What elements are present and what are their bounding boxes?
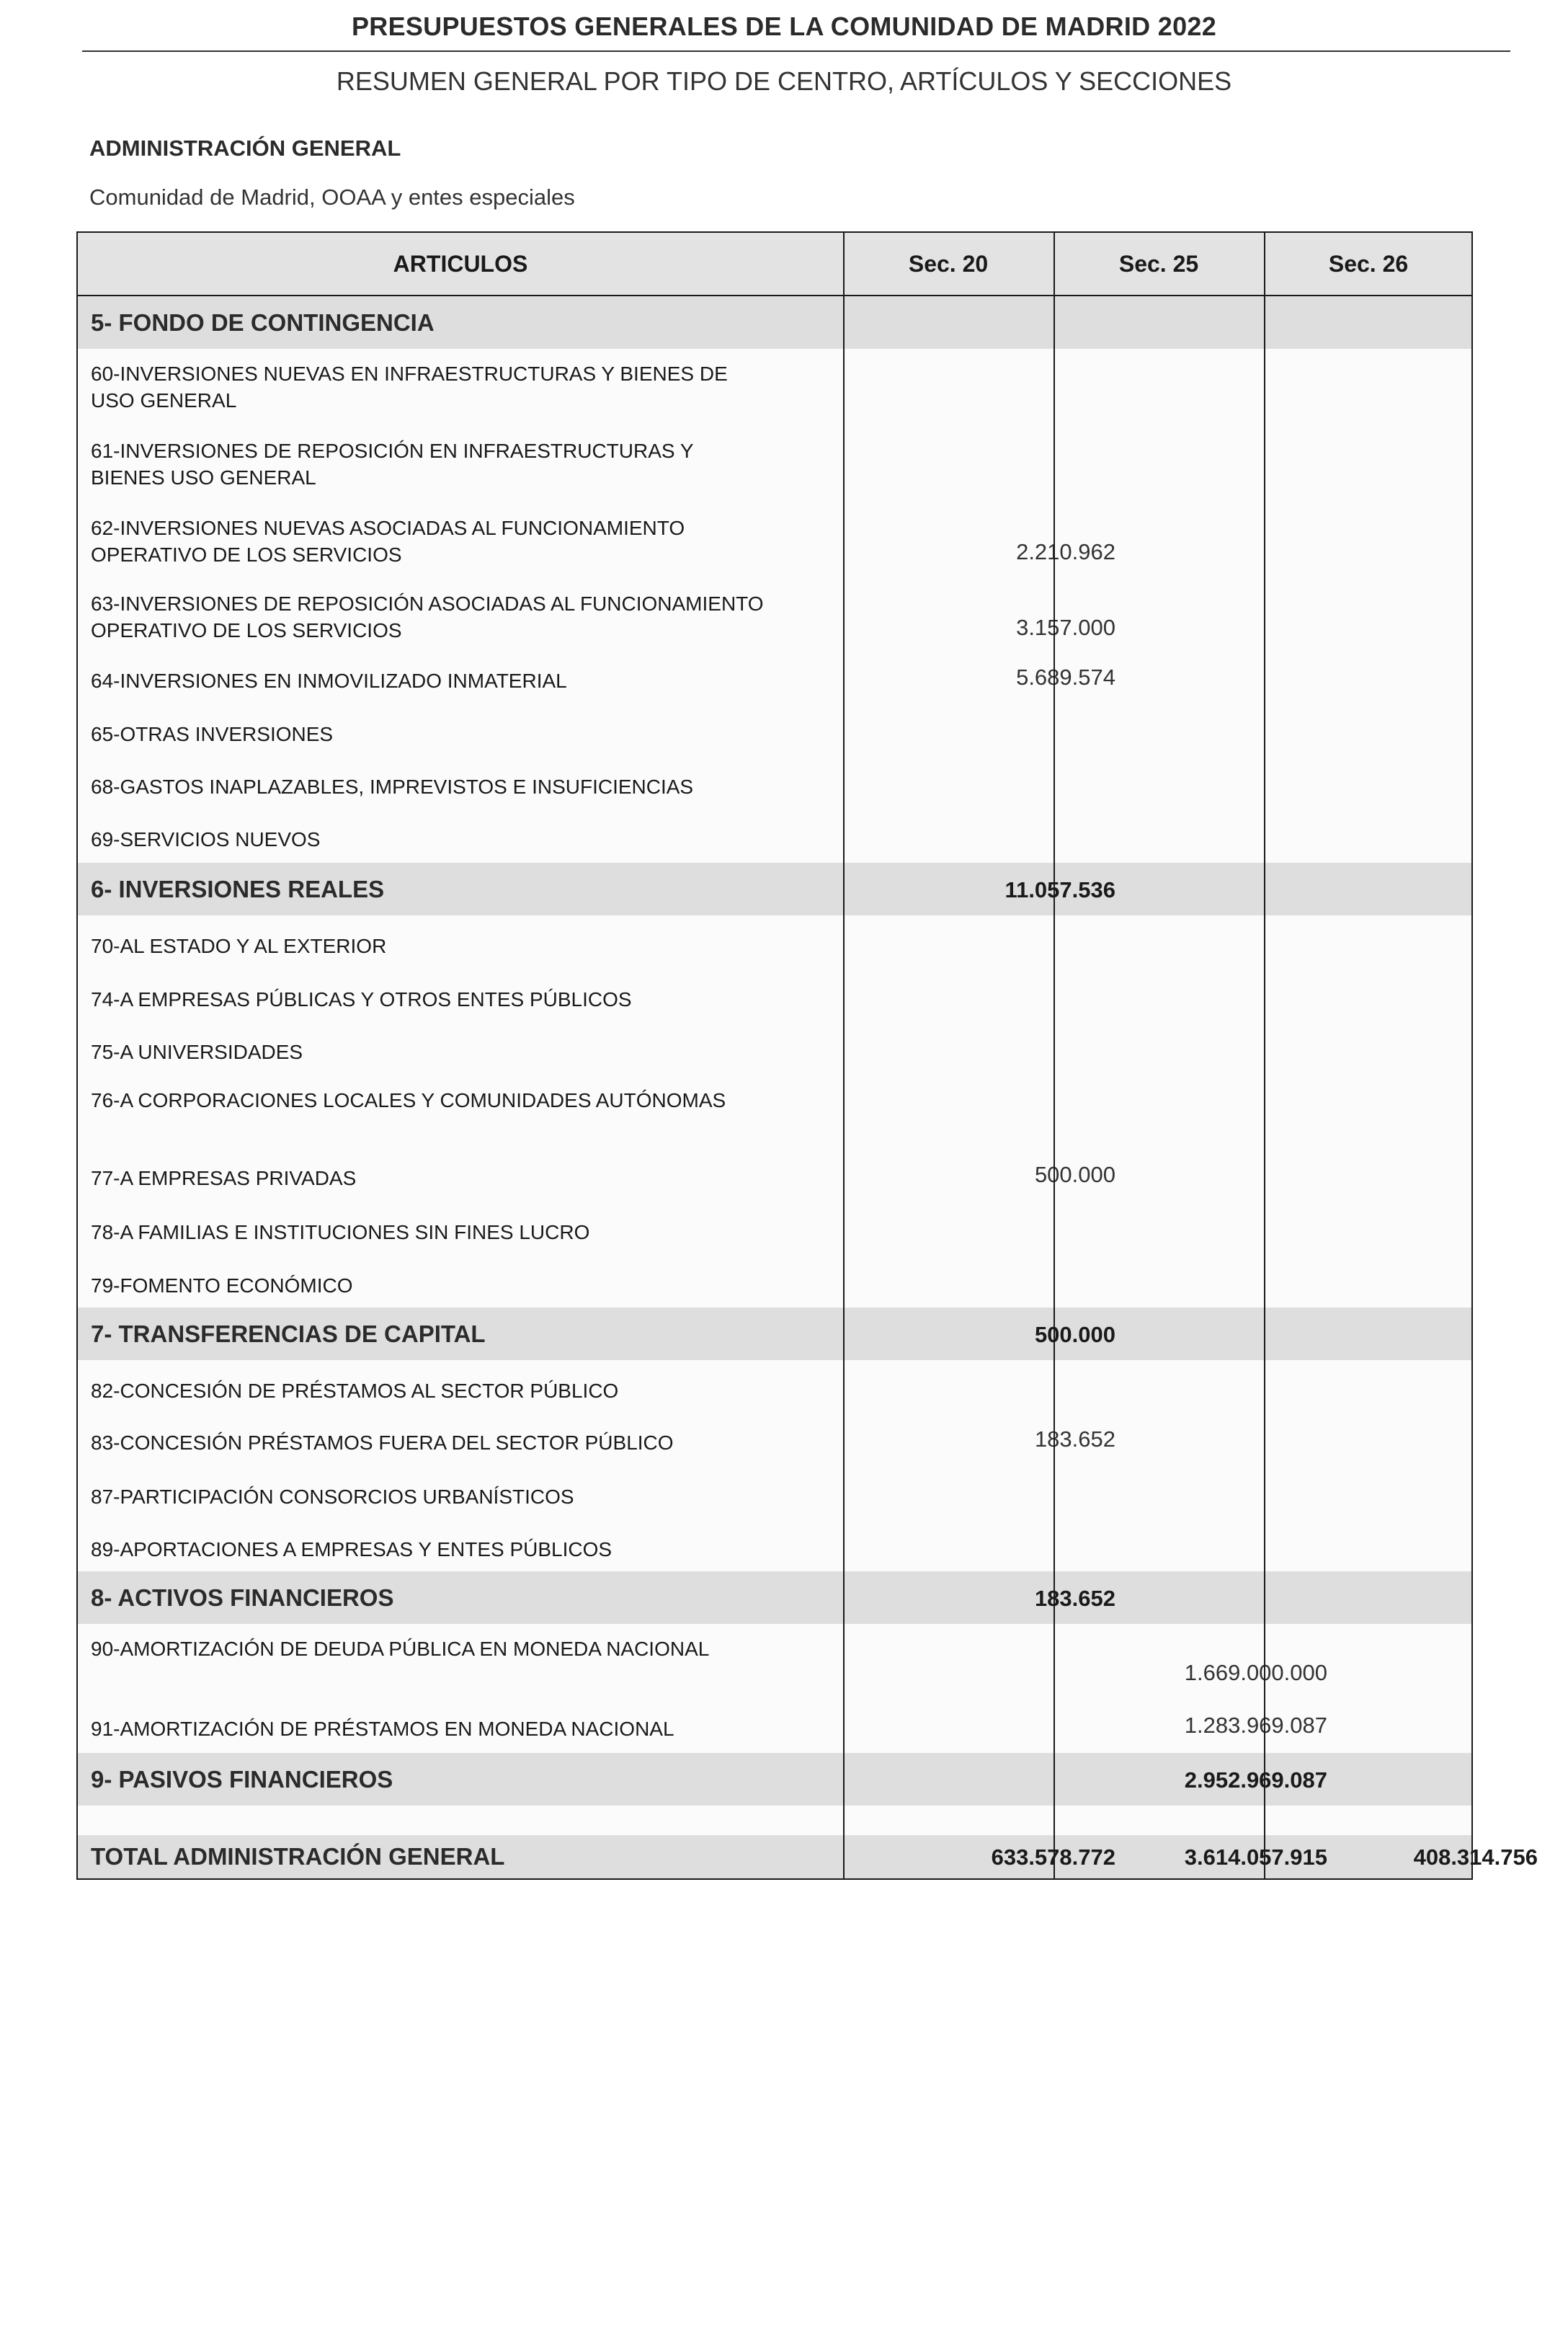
- column-divider: [1054, 233, 1055, 1878]
- row-label: 75-A UNIVERSIDADES: [91, 1041, 303, 1063]
- row-label: 68-GASTOS INAPLAZABLES, IMPREVISTOS E INSUFICIENCIAS: [91, 776, 694, 798]
- row-label: 79-FOMENTO ECONÓMICO: [91, 1274, 353, 1297]
- row-label: 91-AMORTIZACIÓN DE PRÉSTAMOS EN MONEDA NACIONAL: [91, 1718, 674, 1740]
- table-row: [78, 1700, 1471, 1753]
- row-label: 64-INVERSIONES EN INMOVILIZADO INMATERIAL: [91, 670, 567, 692]
- table-row: [78, 810, 1471, 863]
- header-sec-20: Sec. 20: [908, 251, 989, 277]
- document-subtitle: RESUMEN GENERAL POR TIPO DE CENTRO, ARTÍCULOS Y SECCIONES: [336, 66, 1232, 96]
- row-label: 77-A EMPRESAS PRIVADAS: [91, 1167, 357, 1189]
- row-label: TOTAL ADMINISTRACIÓN GENERAL: [91, 1843, 505, 1870]
- row-label: 63-INVERSIONES DE REPOSICIÓN ASOCIADAS AL FUNCIONAMIENTO OPERATIVO DE LOS SERVICIOS: [91, 592, 764, 642]
- value-sec-20: 500.000: [1034, 1162, 1115, 1187]
- table-row: [78, 500, 1471, 576]
- table-row: [78, 349, 1471, 425]
- section-title: ADMINISTRACIÓN GENERAL: [89, 136, 401, 161]
- column-divider: [1264, 233, 1265, 1878]
- section-subtitle: Comunidad de Madrid, OOAA y entes especiales: [89, 185, 575, 210]
- table-row-section-7: [78, 1308, 1471, 1360]
- table-row: [78, 705, 1471, 758]
- row-label: 90-AMORTIZACIÓN DE DEUDA PÚBLICA EN MONEDA NACIONAL: [91, 1638, 710, 1660]
- table-row: [78, 1255, 1471, 1308]
- value-sec-20: 3.157.000: [1016, 615, 1115, 640]
- table-row: [78, 969, 1471, 1021]
- table-row-section-9: [78, 1753, 1471, 1806]
- header-sec-26: Sec. 26: [1328, 251, 1409, 277]
- value-sec-26: 408.314.756: [1413, 1844, 1538, 1870]
- document-title: PRESUPUESTOS GENERALES DE LA COMUNIDAD DE MADRID 2022: [351, 12, 1217, 41]
- value-sec-20: 633.578.772: [991, 1844, 1115, 1870]
- value-sec-20: 2.210.962: [1016, 539, 1115, 564]
- table-row-section-6: [78, 863, 1471, 915]
- table-row: [78, 1413, 1471, 1466]
- table-header: [78, 233, 1471, 296]
- row-label: 62-INVERSIONES NUEVAS ASOCIADAS AL FUNCIONAMIENTO OPERATIVO DE LOS SERVICIOS: [91, 517, 685, 566]
- row-label: 65-OTRAS INVERSIONES: [91, 723, 334, 745]
- table-row: [78, 1624, 1471, 1700]
- value-sec-25: 1.283.969.087: [1184, 1713, 1327, 1738]
- budget-table: [76, 231, 1538, 1880]
- row-label: 6- INVERSIONES REALES: [91, 876, 385, 902]
- value-sec-25: 3.614.057.915: [1184, 1844, 1327, 1870]
- value-sec-20: 500.000: [1034, 1322, 1115, 1347]
- table-row-section-8: [78, 1571, 1471, 1624]
- row-label: 70-AL ESTADO Y AL EXTERIOR: [91, 935, 387, 957]
- table-row: [78, 1202, 1471, 1255]
- value-sec-20: 183.652: [1034, 1426, 1115, 1452]
- row-label: 82-CONCESIÓN DE PRÉSTAMOS AL SECTOR PÚBLICO: [91, 1380, 619, 1402]
- table-row: [78, 1360, 1471, 1413]
- row-label: 7- TRANSFERENCIAS DE CAPITAL: [91, 1320, 486, 1347]
- table-row: [78, 1021, 1471, 1074]
- table-row: [78, 1519, 1471, 1571]
- row-label: 89-APORTACIONES A EMPRESAS Y ENTES PÚBLICOS: [91, 1538, 612, 1561]
- table-row: [78, 915, 1471, 969]
- value-sec-20: 11.057.536: [1004, 877, 1115, 902]
- value-sec-25: 2.952.969.087: [1184, 1767, 1327, 1793]
- table-row-total: [78, 1835, 1538, 1878]
- table-row: [78, 1074, 1471, 1149]
- row-label: 78-A FAMILIAS E INSTITUCIONES SIN FINES LUCRO: [91, 1221, 590, 1243]
- row-label: 5- FONDO DE CONTINGENCIA: [91, 309, 435, 336]
- value-sec-25: 1.669.000.000: [1184, 1660, 1327, 1685]
- table-row: [78, 425, 1471, 500]
- header-articulos: ARTICULOS: [393, 251, 528, 277]
- row-label: 83-CONCESIÓN PRÉSTAMOS FUERA DEL SECTOR PÚBLICO: [91, 1431, 674, 1454]
- row-label: 61-INVERSIONES DE REPOSICIÓN EN INFRAESTRUCTURAS Y BIENES USO GENERAL: [91, 440, 694, 489]
- row-label: 76-A CORPORACIONES LOCALES Y COMUNIDADES AUTÓNOMAS: [91, 1089, 726, 1111]
- value-sec-20: 183.652: [1034, 1586, 1115, 1611]
- column-divider: [843, 233, 845, 1878]
- table-row: [78, 652, 1471, 705]
- row-label: 87-PARTICIPACIÓN CONSORCIOS URBANÍSTICOS: [91, 1486, 574, 1508]
- spacer-row: [78, 1806, 1471, 1835]
- header-sec-25: Sec. 25: [1118, 251, 1199, 277]
- row-label: 9- PASIVOS FINANCIEROS: [91, 1766, 393, 1793]
- table-row-section-5: [78, 296, 1471, 349]
- table-row: [78, 758, 1471, 810]
- row-label: 69-SERVICIOS NUEVOS: [91, 828, 321, 851]
- table-row: [78, 1466, 1471, 1519]
- row-label: 74-A EMPRESAS PÚBLICAS Y OTROS ENTES PÚBLICOS: [91, 988, 632, 1011]
- title-divider: [82, 50, 1510, 52]
- value-sec-20: 5.689.574: [1016, 665, 1115, 690]
- row-label: 60-INVERSIONES NUEVAS EN INFRAESTRUCTURAS Y BIENES DE USO GENERAL: [91, 363, 728, 412]
- table-row: [78, 1149, 1471, 1202]
- row-label: 8- ACTIVOS FINANCIEROS: [91, 1584, 394, 1611]
- table-row: [78, 576, 1471, 652]
